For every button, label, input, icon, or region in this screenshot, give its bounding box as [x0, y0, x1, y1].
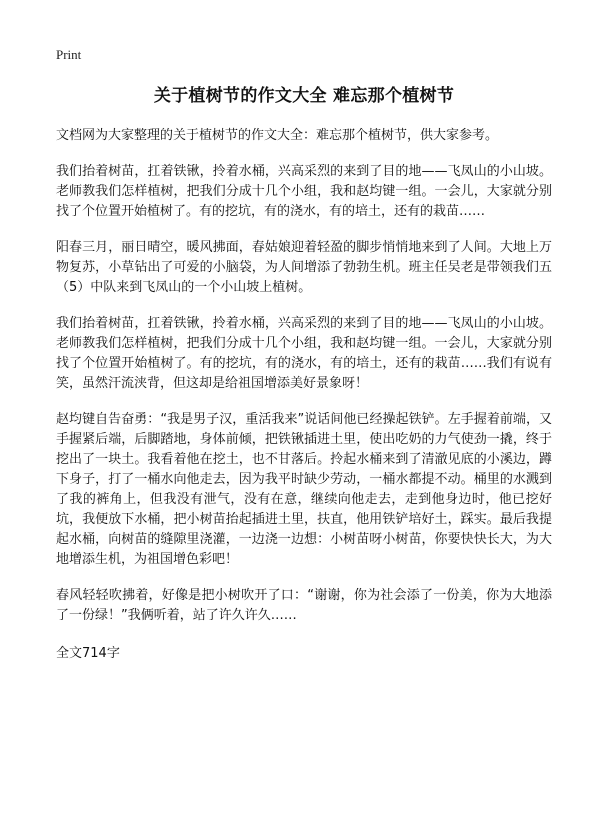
article-paragraph-1: 我们抬着树苗，扛着铁锹，拎着水桶，兴高采烈的来到了目的地——飞凤山的小山坡。老师教我们怎样植树，把我们分成十几个小组，我和赵均键一组。一会儿，大家就分别找了个位置开始植树了。有的挖坑，有的浇水，有的培土，还有的栽苗…… [56, 164, 552, 219]
article-paragraph-5: 春风轻轻吹拂着，好像是把小树吹开了口：“谢谢，你为社会添了一份美，你为大地添了一份绿！”我俩听着，站了许久许久…… [56, 588, 552, 623]
article-title: 关于植树节的作文大全 难忘那个植树节 [153, 86, 455, 106]
article-paragraph-4: 赵均键自告奋勇：“我是男子汉，重活我来”说话间他已经操起铁铲。左手握着前端，又手握紧后端，后脚踏地，身体前倾，把铁锹插进土里，使出吃奶的力气使劲一撬，终于挖出了一块土。我看着他在挖土，也不甘落后。拎起水桶来到了清澈见底的小溪边，蹲下身子，打了一桶水向他走去，因为我平时缺少劳动，一桶水都提不动。桶里的水溅到了我的裤角上，但我没有泄气，没有在意，继续向他走去，走到他身边时，他已挖好坑，我便放下水桶，把小树苗抬起插进土里，扶直，他用铁铲培好土，踩实。最后我提起水桶，向树苗的缝隙里浇灌，一边浇一边想：小树苗呀小树苗，你要快快长大，为大地增添生机，为祖国增色彩吧！ [56, 412, 552, 567]
word-count: 全文714字 [56, 646, 120, 661]
article-intro: 文档网为大家整理的关于植树节的作文大全：难忘那个植树节，供大家参考。 [56, 128, 499, 143]
article-paragraph-3: 我们抬着树苗，扛着铁锹，拎着水桶，兴高采烈的来到了目的地——飞凤山的小山坡。老师教我们怎样植树，把我们分成十几个小组，我和赵均键一组。一会儿，大家就分别找了个位置开始植树了。有的挖坑，有的浇水，有的培土，还有的栽苗……我们有说有笑，虽然汗流浃背，但这却是给祖国增添美好景象呀！ [56, 316, 552, 391]
article-paragraph-2: 阳春三月，丽日晴空，暖风拂面，春姑娘迎着轻盈的脚步悄悄地来到了人间。大地上万物复苏，小草钻出了可爱的小脑袋，为人间增添了勃勃生机。班主任吴老是带领我们五（5）中队来到飞凤山的一个小山坡上植树。 [56, 240, 552, 295]
print-link[interactable]: Print [56, 47, 82, 62]
